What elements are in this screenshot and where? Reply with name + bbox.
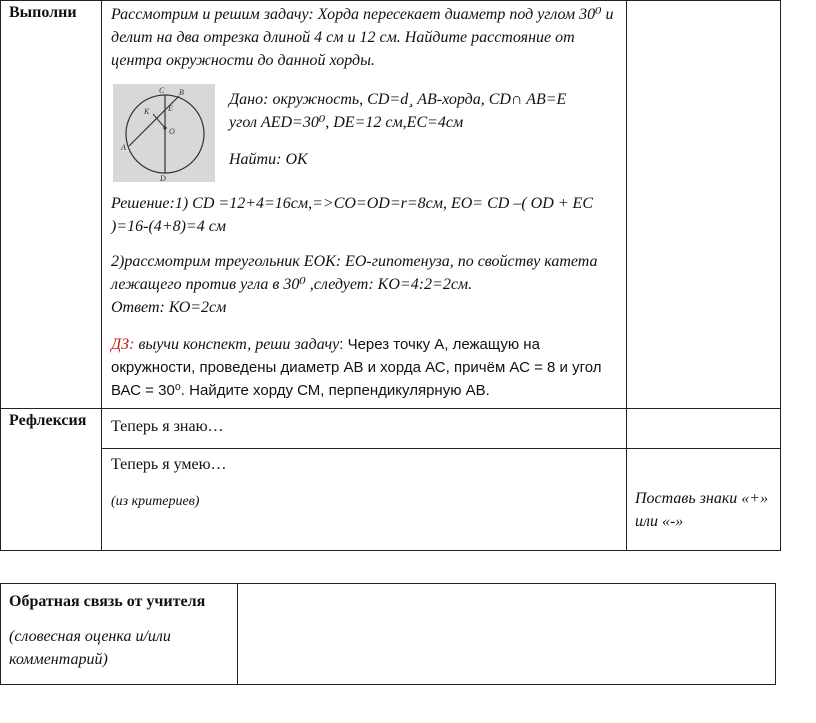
feedback-note: (словесная оценка и/или комментарий): [9, 628, 171, 668]
know-text: Теперь я знаю…: [111, 418, 224, 435]
problem-text: Рассмотрим и решим задачу: Хорда пересекает диаметр под углом 30⁰ и делит на два отрезка длиной 4 см и 12 см. Найдите расстояние от центра окружности до данной хорды.: [111, 6, 614, 69]
center-point: [163, 126, 166, 129]
know-cell: [102, 409, 627, 449]
task-cell: [102, 1, 627, 409]
label-e: E: [168, 104, 173, 113]
homework-label: ДЗ:: [111, 336, 135, 353]
signs-text: Поставь знаки «+» или «-»: [635, 490, 769, 530]
row-label-reflection: Рефлексия: [1, 409, 102, 551]
feedback-title: Обратная связь от учителя: [9, 593, 206, 610]
can-cell: [102, 449, 627, 551]
given-line-1: Дано: окружность, CD=d¸ AB-хорда, CD∩ AB=E: [229, 91, 567, 108]
feedback-input-cell[interactable]: [238, 584, 776, 685]
label-a: A: [121, 143, 126, 152]
given-text: [229, 88, 566, 171]
solution-step-1: Решение:1) CD =12+4=16см,=>CO=OD=r=8см, EO= CD –( OD + EC )=16-(4+8)=4 см: [111, 195, 593, 235]
label-d: D: [160, 174, 166, 182]
label-c: C: [159, 86, 165, 95]
row-label-do: Выполни: [1, 1, 102, 409]
homework-text: [111, 333, 618, 402]
know-right-cell: [627, 409, 781, 449]
given-block: [111, 84, 618, 182]
can-text: Теперь я умею…: [111, 456, 227, 473]
signs-cell: [627, 449, 781, 551]
find-line: Найти: ОК: [229, 151, 308, 168]
feedback-table: [0, 583, 776, 685]
diagram-background: [113, 84, 215, 182]
given-line-2: угол AED=30⁰, DE=12 см,EC=4см: [229, 114, 464, 131]
criteria-note: (из критериев): [111, 494, 200, 509]
answer-line: Ответ: КО=2см: [111, 299, 227, 316]
task-right-cell: [627, 1, 781, 409]
feedback-label-cell: [1, 584, 238, 685]
solution-step-2: 2)рассмотрим треугольник ЕОК: EO-гипотенуза, по свойству катета лежащего против угла в 30⁰ ,следует: KO=4:2=2см.: [111, 253, 598, 293]
label-b: B: [179, 88, 184, 97]
homework-instruction: выучи конспект, реши задачу: [134, 336, 340, 353]
circle-diagram: [113, 84, 215, 182]
homework-task: : Через точку А, лежащую на окружности, проведены диаметр АВ и хорда АС, причём АС = 8 и угол ВАС = 30⁰. Найдите хорду СМ, перпендикулярную АВ.: [111, 336, 602, 399]
label-k: K: [144, 107, 150, 116]
label-o: O: [169, 127, 175, 136]
